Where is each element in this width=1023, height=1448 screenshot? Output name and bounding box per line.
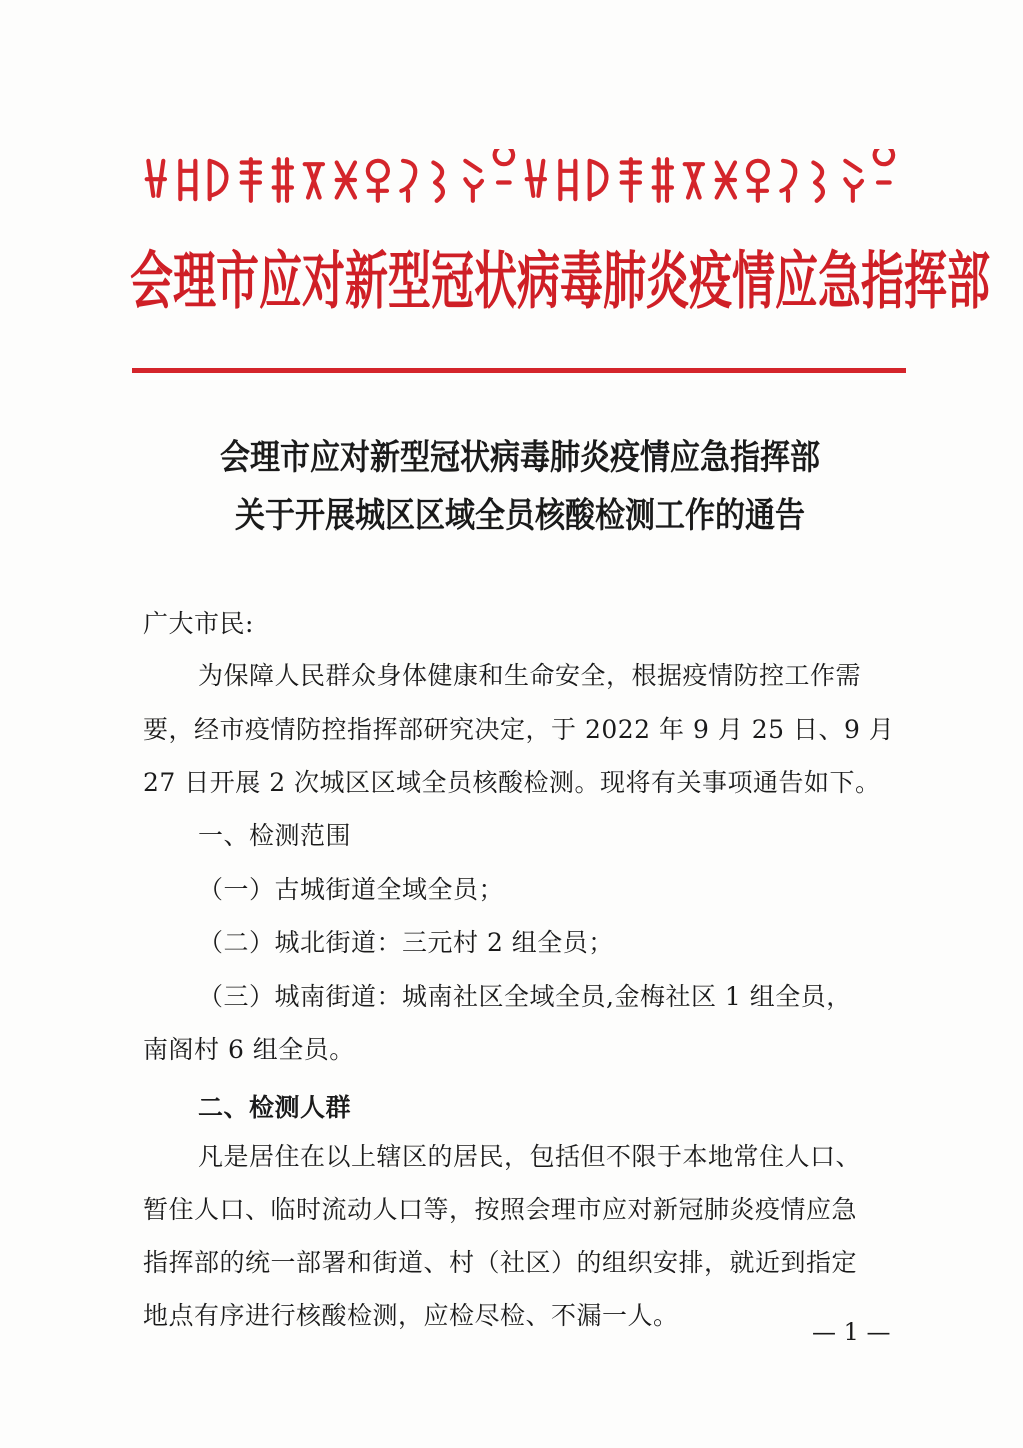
yi-script-glyph	[425, 149, 457, 211]
yi-script-glyph	[362, 149, 394, 211]
paragraph-2-line-4: 地点有序进行核酸检测，应检尽检、不漏一人。	[143, 1301, 679, 1330]
yi-script-glyph	[520, 149, 552, 211]
section-heading-1: 一、检测范围	[198, 821, 352, 850]
yi-script-glyph	[235, 149, 267, 211]
yi-script-glyph	[330, 149, 362, 211]
yi-script-header	[140, 140, 900, 220]
document-title-line-2: 关于开展城区区域全员核酸检测工作的通告	[235, 495, 805, 537]
yi-script-glyph	[393, 149, 425, 211]
yi-script-glyph	[267, 149, 299, 211]
red-divider-rule	[132, 368, 906, 373]
page-number: — 1 —	[812, 1318, 891, 1346]
yi-script-glyph	[172, 149, 204, 211]
scope-item-3-line-1: （三）城南街道：城南社区全域全员,金梅社区 1 组全员，	[198, 982, 852, 1011]
yi-script-glyph	[457, 149, 489, 211]
yi-script-glyph	[615, 149, 647, 211]
paragraph-1-line-2: 要，经市疫情防控指挥部研究决定，于 2022 年 9 月 25 日、9 月	[143, 715, 895, 744]
yi-script-glyph	[140, 149, 172, 211]
yi-script-glyph	[678, 149, 710, 211]
paragraph-1-line-3: 27 日开展 2 次城区区域全员核酸检测。现将有关事项通告如下。	[143, 768, 881, 797]
yi-script-glyph	[837, 149, 869, 211]
yi-script-glyph	[868, 149, 900, 211]
scope-item-3-line-2: 南阁村 6 组全员。	[143, 1035, 355, 1064]
scope-item-2: （二）城北街道：三元村 2 组全员；	[198, 928, 614, 957]
paragraph-2-line-2: 暂住人口、临时流动人口等，按照会理市应对新冠肺炎疫情应急	[143, 1195, 858, 1224]
yi-script-glyph	[552, 149, 584, 211]
yi-script-glyph	[710, 149, 742, 211]
paragraph-2-line-1: 凡是居住在以上辖区的居民，包括但不限于本地常住人口、	[198, 1142, 862, 1171]
yi-script-glyph	[203, 149, 235, 211]
yi-script-glyph	[742, 149, 774, 211]
yi-script-glyph	[805, 149, 837, 211]
salutation: 广大市民:	[143, 609, 254, 638]
document-title-line-1: 会理市应对新型冠状病毒肺炎疫情应急指挥部	[220, 437, 820, 479]
paragraph-1-line-1: 为保障人民群众身体健康和生命安全，根据疫情防控工作需	[198, 661, 862, 690]
yi-script-glyph	[583, 149, 615, 211]
section-heading-2: 二、检测人群	[198, 1093, 352, 1122]
yi-script-glyph	[488, 149, 520, 211]
yi-script-glyph	[647, 149, 679, 211]
scope-item-1: （一）古城街道全域全员；	[198, 875, 505, 904]
yi-script-glyph	[773, 149, 805, 211]
paragraph-2-line-3: 指挥部的统一部署和街道、村（社区）的组织安排，就近到指定	[143, 1248, 858, 1277]
yi-script-glyph	[298, 149, 330, 211]
agency-name-header: 会理市应对新型冠状病毒肺炎疫情应急指挥部	[130, 245, 990, 319]
